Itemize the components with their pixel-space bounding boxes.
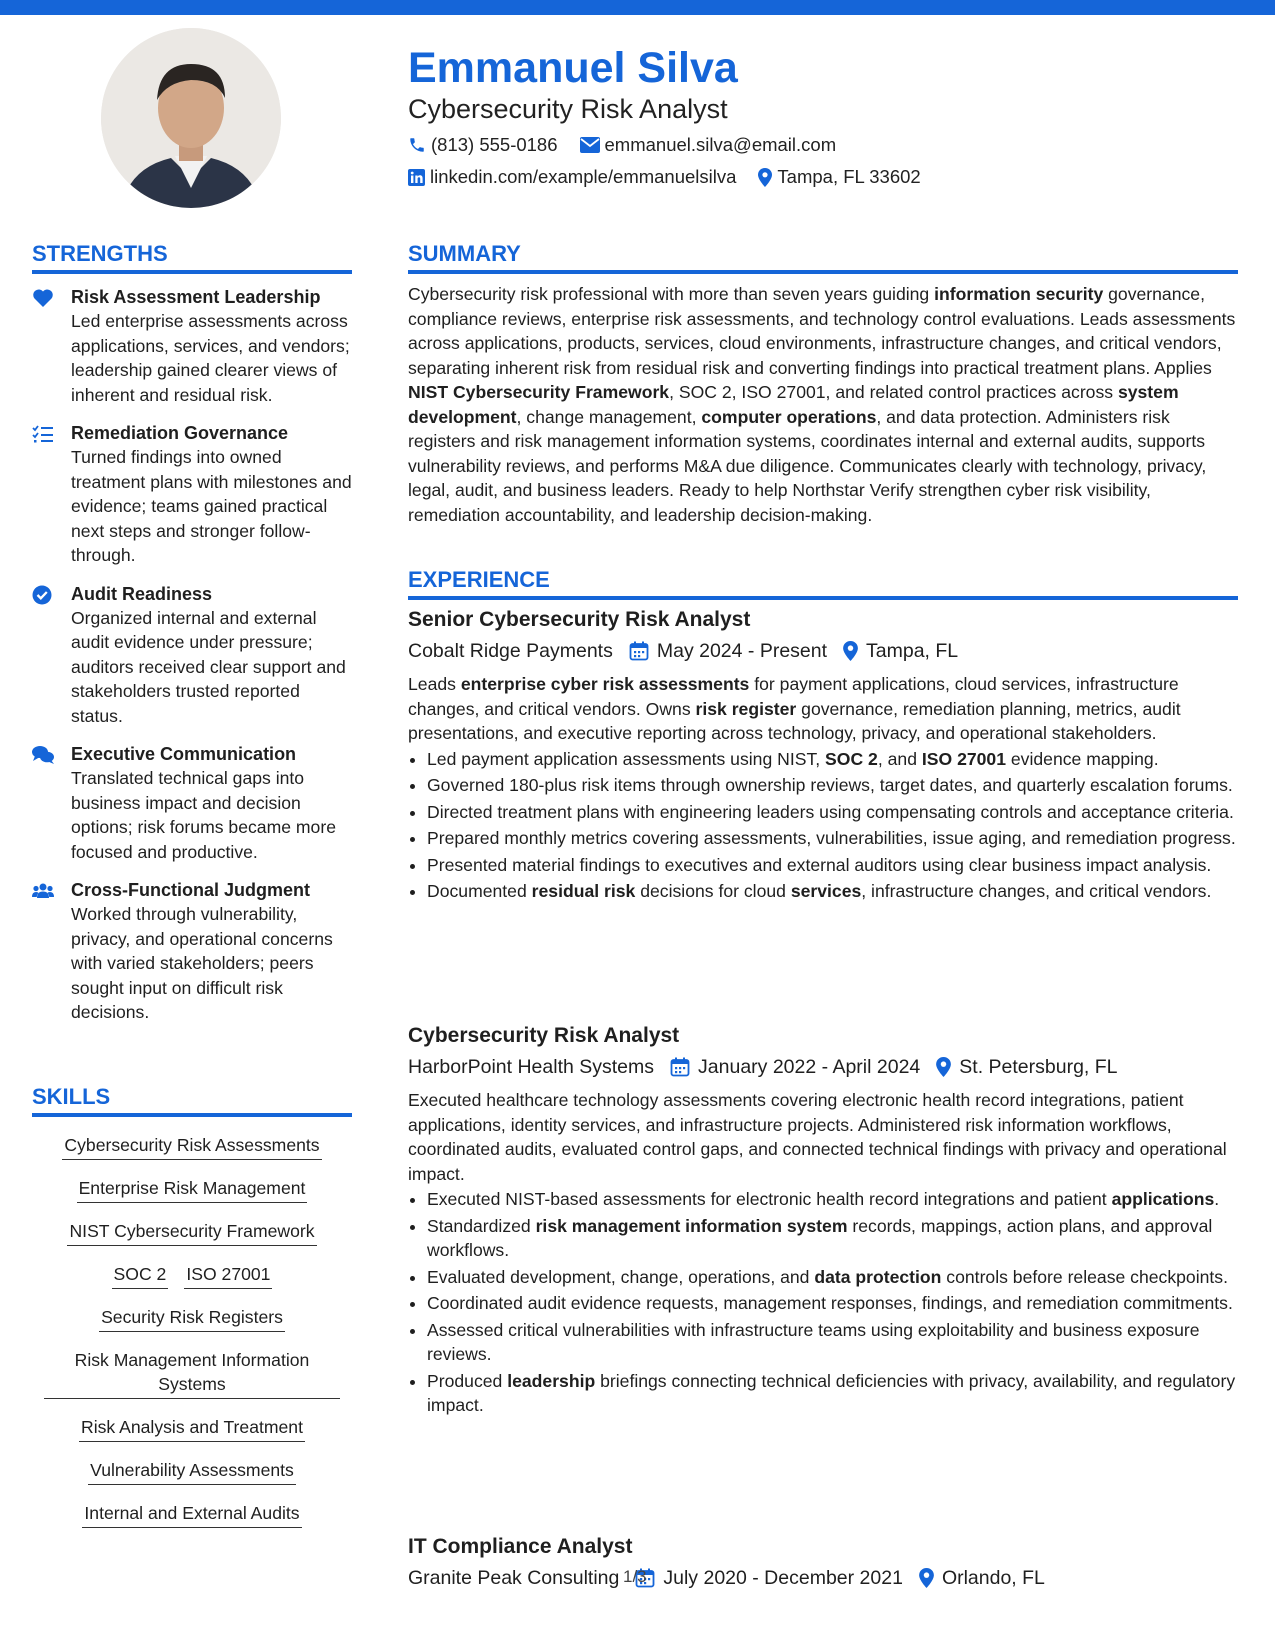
skill-tag: Risk Management Information Systems: [44, 1348, 340, 1399]
text-run: , and: [877, 748, 922, 769]
job-entry: [408, 606, 1238, 906]
top-accent-bar: [0, 0, 1275, 15]
candidate-name: Emmanuel Silva: [408, 44, 738, 92]
bold-text: system development: [408, 382, 1179, 427]
job-location: [936, 1052, 1117, 1082]
job-location-text: Tampa, FL: [866, 640, 959, 662]
skill-tag: NIST Cybersecurity Framework: [67, 1219, 316, 1246]
bold-text: information security: [934, 284, 1104, 304]
job-location: [843, 636, 958, 666]
job-company: Cobalt Ridge Payments: [408, 640, 613, 662]
text-run: Leads: [408, 674, 461, 694]
text-run: controls before release checkpoints.: [941, 1266, 1228, 1287]
job-bullet: [427, 1291, 1238, 1316]
text-run: .: [1214, 1189, 1220, 1209]
skill-tag: ISO 27001: [184, 1262, 272, 1289]
skill-tag: Security Risk Registers: [99, 1305, 285, 1332]
strength-desc: Turned findings into owned treatment plans with milestones and evidence; teams gained practical next steps and stronger follow-through.: [71, 447, 352, 565]
text-run: Presented material findings to executives and external auditors using clear business impact analysis.: [427, 854, 1212, 875]
summary-heading: SUMMARY: [408, 241, 1238, 274]
bold-text: NIST Cybersecurity Framework: [408, 382, 670, 402]
strength-desc: Worked through vulnerability, privacy, and operational concerns with varied stakeholders; peers sought input on difficult risk decisions.: [71, 904, 333, 1022]
job-location-text: St. Petersburg, FL: [959, 1056, 1118, 1078]
strength-desc: Led enterprise assessments across applications, services, and vendors; leadership gained clearer views of inherent and residual risk.: [71, 311, 350, 405]
text-run: decisions for cloud: [635, 881, 791, 901]
job-description: [408, 1088, 1238, 1186]
text-run: Led payment application assessments using NIST,: [427, 748, 826, 769]
map-pin-icon: [843, 641, 858, 661]
job-title: Cybersecurity Risk Analyst: [408, 1024, 680, 1047]
bold-text: data protection: [814, 1266, 942, 1287]
text-run: Directed treatment plans with engineering leaders using compensating controls and acceptance criteria.: [427, 801, 1234, 822]
strength-item: [32, 742, 352, 864]
page-number: 1/3: [623, 1567, 647, 1586]
skill-tag: Internal and External Audits: [82, 1501, 301, 1528]
bold-text: computer operations: [701, 406, 877, 427]
strength-title: Executive Communication: [71, 744, 297, 764]
job-bullet: [427, 773, 1238, 798]
users-icon: [32, 881, 54, 901]
text-run: records, mappings, action plans, and approval workflows.: [427, 1215, 1213, 1260]
skill-tag: SOC 2: [112, 1262, 169, 1289]
job-bullet: [427, 1187, 1238, 1212]
text-run: for payment applications, cloud services, infrastructure changes, and critical vendors. Owns: [408, 674, 1179, 719]
linkedin-icon: [408, 169, 425, 186]
text-run: briefings connecting technical deficiencies with privacy, availability, and regulatory impact.: [427, 1370, 1236, 1415]
strength-title: Risk Assessment Leadership: [71, 287, 321, 307]
text-run: Produced: [427, 1370, 508, 1391]
map-pin-icon: [758, 168, 772, 187]
skills-list: [32, 1133, 352, 1544]
phone-text: (813) 555-0186: [431, 134, 558, 155]
candidate-title: Cybersecurity Risk Analyst: [408, 94, 728, 124]
strength-title: Audit Readiness: [71, 583, 213, 604]
job-company: Granite Peak Consulting: [408, 1567, 620, 1589]
text-run: , SOC 2, ISO 27001, and related control practices across: [669, 382, 1118, 402]
job-bullet: [427, 1369, 1238, 1418]
bold-text: risk register: [695, 698, 797, 719]
strength-title: Remediation Governance: [71, 423, 289, 443]
map-pin-icon: [936, 1057, 951, 1077]
check-circle-icon: [32, 585, 54, 605]
contact-row-1: [408, 134, 858, 156]
bold-text: services: [790, 881, 862, 901]
skills-heading: SKILLS: [32, 1084, 352, 1117]
comments-icon: [32, 745, 54, 765]
strength-item: [32, 421, 352, 568]
text-run: Standardized: [427, 1215, 536, 1236]
linkedin-contact[interactable]: [408, 166, 736, 188]
job-dates: [629, 636, 827, 666]
job-meta: [408, 1563, 1238, 1593]
text-run: , change management,: [516, 406, 702, 427]
job-meta: [408, 1052, 1238, 1082]
skill-tag: Cybersecurity Risk Assessments: [62, 1133, 321, 1160]
strength-item: [32, 582, 352, 729]
job-location-text: Orlando, FL: [941, 1567, 1045, 1589]
job-title: Senior Cybersecurity Risk Analyst: [408, 608, 751, 631]
job-dates-text: July 2020 - December 2021: [663, 1567, 903, 1589]
job-dates-text: January 2022 - April 2024: [698, 1056, 921, 1078]
strength-item: [32, 878, 352, 1025]
skill-tag: Risk Analysis and Treatment: [79, 1415, 305, 1442]
job-bullet: [427, 747, 1238, 772]
job-bullet: [427, 826, 1238, 851]
job-dates: [670, 1052, 920, 1082]
map-pin-icon: [919, 1568, 934, 1588]
bold-text: SOC 2: [825, 748, 878, 769]
job-location: [919, 1563, 1045, 1593]
job-bullet: [427, 1318, 1238, 1367]
strengths-list: [32, 285, 352, 1039]
text-run: Documented: [427, 881, 532, 901]
bold-text: residual risk: [531, 881, 636, 901]
job-bullets: [408, 747, 1238, 904]
text-run: evidence mapping.: [1006, 748, 1159, 769]
text-run: governance, remediation planning, metrics, audit presentations, and executive reporting across technology, privacy, and operational stakeholders.: [408, 698, 1181, 743]
strength-item: [32, 285, 352, 407]
envelope-icon: [580, 137, 600, 153]
text-run: Executed healthcare technology assessments covering electronic health record integrations, patient applications, identity services, and infrastructure projects. Administered risk information workflows, coordinated audits, evaluated control gaps, and connected technical findings with privacy and operational impact.: [408, 1090, 1227, 1184]
phone-contact: [408, 134, 558, 156]
job-bullet: [427, 1214, 1238, 1263]
bold-text: ISO 27001: [921, 748, 1006, 769]
summary-text: [408, 282, 1238, 527]
text-run: governance, compliance reviews, enterprise risk assessments, and technology control evaluations. Leads assessments across applications, products, services, cloud environments, infrastructure changes, and critical vendors, separating inherent risk from residual risk and converting findings into practical treatment plans. Applies: [408, 284, 1236, 378]
job-dates-text: May 2024 - Present: [656, 640, 828, 662]
phone-icon: [408, 136, 426, 154]
bold-text: leadership: [507, 1370, 596, 1391]
text-run: , infrastructure changes, and critical vendors.: [861, 881, 1212, 901]
strengths-heading: STRENGTHS: [32, 241, 352, 274]
text-run: Cybersecurity risk professional with more than seven years guiding: [408, 284, 935, 304]
job-meta: [408, 636, 1238, 666]
text-run: Executed NIST-based assessments for electronic health record integrations and patient: [427, 1189, 1112, 1209]
job-bullet: [427, 879, 1238, 904]
email-text[interactable]: emmanuel.silva@email.com: [604, 134, 837, 155]
heart-icon: [32, 288, 54, 308]
text-run: Assessed critical vulnerabilities with infrastructure teams using exploitability and business exposure reviews.: [427, 1319, 1200, 1364]
list-check-icon: [32, 424, 54, 444]
job-description: [408, 672, 1238, 746]
experience-heading: EXPERIENCE: [408, 567, 1238, 600]
calendar-icon: [670, 1057, 690, 1077]
profile-photo: [101, 28, 281, 208]
text-run: Governed 180-plus risk items through ownership reviews, target dates, and quarterly escalation forums.: [427, 775, 1233, 795]
calendar-icon: [629, 641, 649, 661]
bold-text: enterprise cyber risk assessments: [460, 674, 750, 694]
job-company: HarborPoint Health Systems: [408, 1056, 655, 1078]
job-bullet: [427, 853, 1238, 878]
contact-row-2: [408, 166, 943, 188]
job-entry: [408, 1533, 1238, 1593]
job-title: IT Compliance Analyst: [408, 1535, 633, 1558]
job-entry: [408, 1022, 1238, 1420]
job-bullet: [427, 1265, 1238, 1290]
strength-desc: Organized internal and external audit evidence under pressure; auditors received clear support and stakeholders trusted reported status.: [71, 607, 346, 726]
skill-tag: Vulnerability Assessments: [88, 1458, 296, 1485]
strength-title: Cross-Functional Judgment: [71, 880, 311, 900]
text-run: Evaluated development, change, operations, and: [427, 1266, 815, 1287]
job-bullets: [408, 1187, 1238, 1418]
text-run: Prepared monthly metrics covering assessments, vulnerabilities, issue aging, and remediation progress.: [427, 828, 1236, 848]
job-dates: [635, 1563, 903, 1593]
text-run: , and data protection. Administers risk registers and risk management information systems, coordinates internal and external audits, supports vulnerability reviews, and performs M&A due diligence. Communicates clearly with technology, privacy, legal, audit, and business leaders. Ready to help Northstar Verify strengthen cyber risk visibility, remediation accountability, and leadership decision-making.: [408, 406, 1207, 525]
strength-desc: Translated technical gaps into business impact and decision options; risk forums became more focused and productive.: [71, 768, 336, 862]
bold-text: applications: [1111, 1189, 1215, 1209]
linkedin-text[interactable]: linkedin.com/example/emmanuelsilva: [430, 166, 737, 187]
text-run: Coordinated audit evidence requests, management responses, findings, and remediation commitments.: [427, 1293, 1233, 1313]
location-text: Tampa, FL 33602: [777, 166, 921, 187]
skill-tag: Enterprise Risk Management: [77, 1176, 308, 1203]
bold-text: risk management information system: [535, 1215, 848, 1236]
job-bullet: [427, 800, 1238, 825]
location-contact: [758, 166, 920, 188]
email-contact[interactable]: [580, 134, 837, 156]
